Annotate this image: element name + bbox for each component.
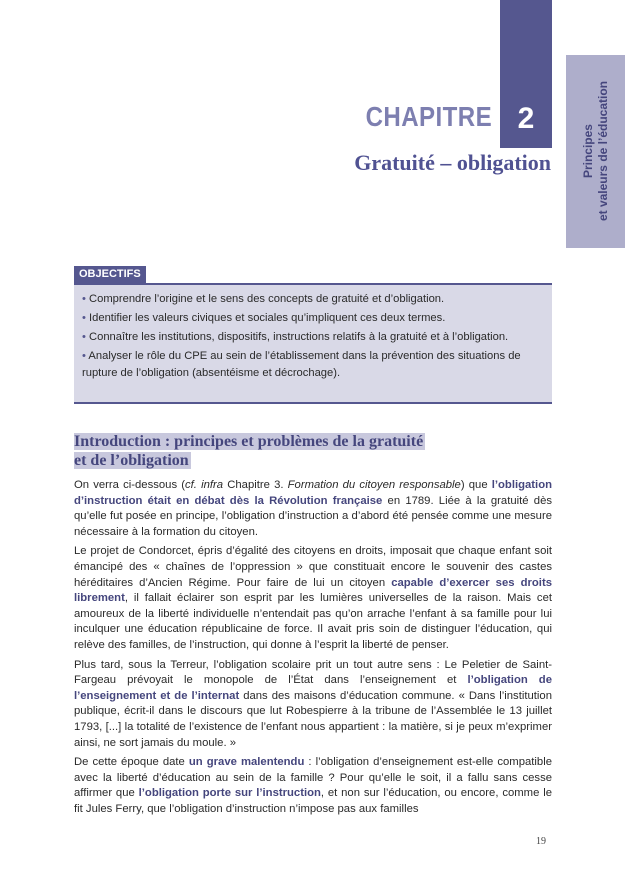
objective-text: Connaître les institutions, dispositifs, instructions relatifs à la gratuité et à l’obligation. [89,331,509,343]
text-italic: cf. infra [185,479,224,491]
objective-item: • Connaître les institutions, dispositifs, instructions relatifs à la gratuité et à l’obligation. [82,331,509,343]
text-italic: Formation du citoyen responsable [287,479,461,491]
objective-text: Analyser le rôle du CPE au sein de l’établissement dans la prévention des situations de rupture de l’obligation (absentéisme et décrochage). [82,350,521,379]
side-tab-line2: et valeurs de l’éducation [595,81,610,222]
objective-item: • Analyser le rôle du CPE au sein de l’établissement dans la prévention des situations de rupture de l’obligation (absentéisme et décrochage). [82,350,521,379]
objective-text: Comprendre l’origine et le sens des concepts de gratuité et d’obligation. [89,293,445,305]
side-tab-line1: Principes [580,124,595,179]
chapter-label: CHAPITRE [365,101,492,132]
text-run: Plus tard, sous la Terreur, l’obligation scolaire prit un tout autre sens : Le Peletier de Saint-Fargeau prévoyait le monopole de l’État dans l’enseignement et [74,658,552,687]
text-run: dans des maisons d’éducation commune. « Dans l’institution publique, écrit-il dans le discours que lut Robespierre à la tribune de l’Assemblée le 13 juillet 1793, [...] la totalité de l’existence de l’enfant nous appartient : la matière, si je peux m’exprimer ainsi, ne sort jamais du moule. » [74,689,552,749]
objective-item: • Comprendre l’origine et le sens des concepts de gratuité et d’obligation. [82,293,445,305]
text-run: , et non sur l’éducation, ou encore, comme le fit Jules Ferry, que l’obligation d’instruction n’impose pas aux familles [74,787,552,815]
text-run: ) que [460,479,492,491]
text-run: , il fallait éclairer son esprit par les lumières universelles de la raison. Mais cet amoureux de la liberté individuelle n’entendait pas qu’on arrache l’enfant à sa famille pour lui inculquer une éducation républicaine de force. Il avait pris soin de distinguer l’éducation, qui relève des familles, de l’instruction, qui donne à l’esprit la liberté de penser. [74,592,552,651]
chapter-title: Gratuité – obligation [354,150,551,175]
objective-item: • Identifier les valeurs civiques et sociales qu’impliquent ces deux termes. [82,312,446,324]
section-heading-line2: et de l’obligation [74,452,189,469]
paragraph-4 [74,755,552,817]
objectives-box [74,283,552,404]
objective-text: Identifier les valeurs civiques et sociales qu’impliquent ces deux termes. [89,312,446,324]
chapter-number: 2 [517,102,535,135]
text-bold: capable d’exercer ses droits librement [74,576,552,605]
body-text [74,478,552,821]
page-number: 19 [536,836,546,847]
text-bold: l’obligation porte sur l’instruction [138,787,321,800]
text-bold: un grave malentendu [188,756,305,769]
text-run: On verra ci-dessous ( [74,479,186,491]
text-run: : l’obligation d’enseignement est-elle compatible avec la liberté d’éducation au sein de la famille ? Pour qu’elle le soit, il a fallu sans cesse affirmer que [74,756,553,800]
text-bold: l’obligation de l’enseignement et de l’internat [74,674,552,702]
paragraph-1 [74,478,552,540]
text-bold: l’obligation d’instruction était en débat dès la Révolution française [74,479,552,507]
paragraph-2 [74,544,552,653]
objectives-label: OBJECTIFS [74,266,146,283]
text-run: Le projet de Condorcet, épris d’égalité des citoyens en droits, imposait que chaque enfant soit émancipé des « chaînes de l’oppression » que constituait encore le souvenir des castes héréditaires d’Ancien Régime. Pour faire de lui un citoyen [74,545,552,589]
side-tab-text [566,55,625,248]
section-heading [74,432,474,470]
text-run: Chapitre 3. [223,479,288,491]
text-run: De cette époque date [74,756,189,769]
paragraph-3 [74,658,552,752]
text-run: en 1789. Liée à la gratuité dès qu’elle fut posée en principe, l’obligation d’instruction a d’abord été pensée comme une mesure nécessaire à la formation du citoyen. [74,494,553,538]
section-heading-line1: Introduction : principes et problèmes de la gratuité [74,433,424,450]
